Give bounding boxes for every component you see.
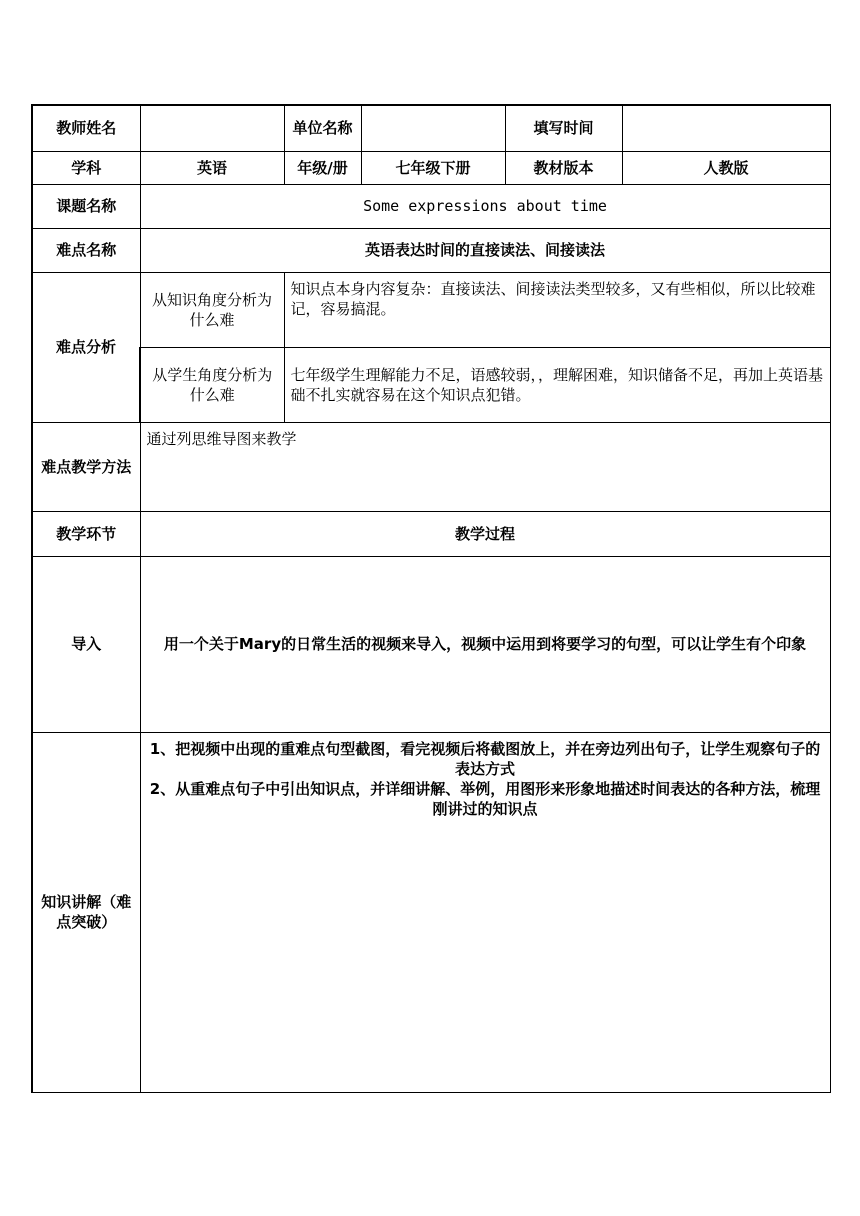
textbook-version-label: 教材版本 — [505, 151, 622, 184]
lesson-title-value: Some expressions about time — [140, 184, 830, 228]
subject-value: 英语 — [140, 151, 284, 184]
student-angle-label: 从学生角度分析为什么难 — [140, 347, 284, 422]
difficulty-name-value: 英语表达时间的直接读法、间接读法 — [140, 228, 830, 272]
teaching-method-row — [32, 422, 830, 511]
subject-label: 学科 — [32, 151, 140, 184]
student-analysis-row — [32, 347, 830, 422]
student-reason-text: 七年级学生理解能力不足，语感较弱，，理解困难，知识储备不足，再加上英语基础不扎实就容易在这个知识点犯错。 — [284, 347, 830, 422]
intro-row — [32, 556, 830, 732]
lesson-title-label: 课题名称 — [32, 184, 140, 228]
textbook-version-value: 人教版 — [622, 151, 830, 184]
difficulty-name-label: 难点名称 — [32, 228, 140, 272]
explain-step-2: 2、从重难点句子中引出知识点，并详细讲解、举例，用图形来形象地描述时间表达的各种方法，梳理刚讲过的知识点 — [149, 779, 821, 818]
fill-time-value — [622, 105, 830, 151]
teaching-method-label: 难点教学方法 — [32, 422, 140, 511]
teaching-process-label: 教学过程 — [140, 511, 830, 556]
knowledge-angle-label: 从知识角度分析为什么难 — [140, 272, 284, 347]
grade-label: 年级/册 — [284, 151, 361, 184]
knowledge-analysis-row — [32, 272, 830, 347]
unit-name-label: 单位名称 — [284, 105, 361, 151]
lesson-plan-table — [31, 104, 831, 1093]
process-header-row — [32, 511, 830, 556]
intro-text: 用一个关于Mary的日常生活的视频来导入，视频中运用到将要学习的句型，可以让学生有个印象 — [140, 556, 830, 732]
explain-step-1: 1、把视频中出现的重难点句型截图，看完视频后将截图放上，并在旁边列出句子，让学生观察句子的表达方式 — [149, 739, 821, 778]
knowledge-reason-text: 知识点本身内容复杂：直接读法、间接读法类型较多，又有些相似，所以比较难记，容易搞混。 — [284, 272, 830, 347]
teacher-name-label: 教师姓名 — [32, 105, 140, 151]
difficulty-name-row — [32, 228, 830, 272]
unit-name-value — [361, 105, 505, 151]
fill-time-label: 填写时间 — [505, 105, 622, 151]
difficulty-analysis-label: 难点分析 — [32, 272, 140, 422]
intro-label: 导入 — [32, 556, 140, 732]
teaching-stage-label: 教学环节 — [32, 511, 140, 556]
teacher-name-value — [140, 105, 284, 151]
grade-value: 七年级下册 — [361, 151, 505, 184]
lesson-title-row — [32, 184, 830, 228]
teaching-method-value: 通过列思维导图来教学 — [140, 422, 830, 511]
header-row-2 — [32, 151, 830, 184]
knowledge-explain-row — [32, 732, 830, 1092]
knowledge-explain-content — [140, 732, 830, 1092]
knowledge-explain-label: 知识讲解（难点突破） — [32, 732, 140, 1092]
header-row-1 — [32, 105, 830, 151]
